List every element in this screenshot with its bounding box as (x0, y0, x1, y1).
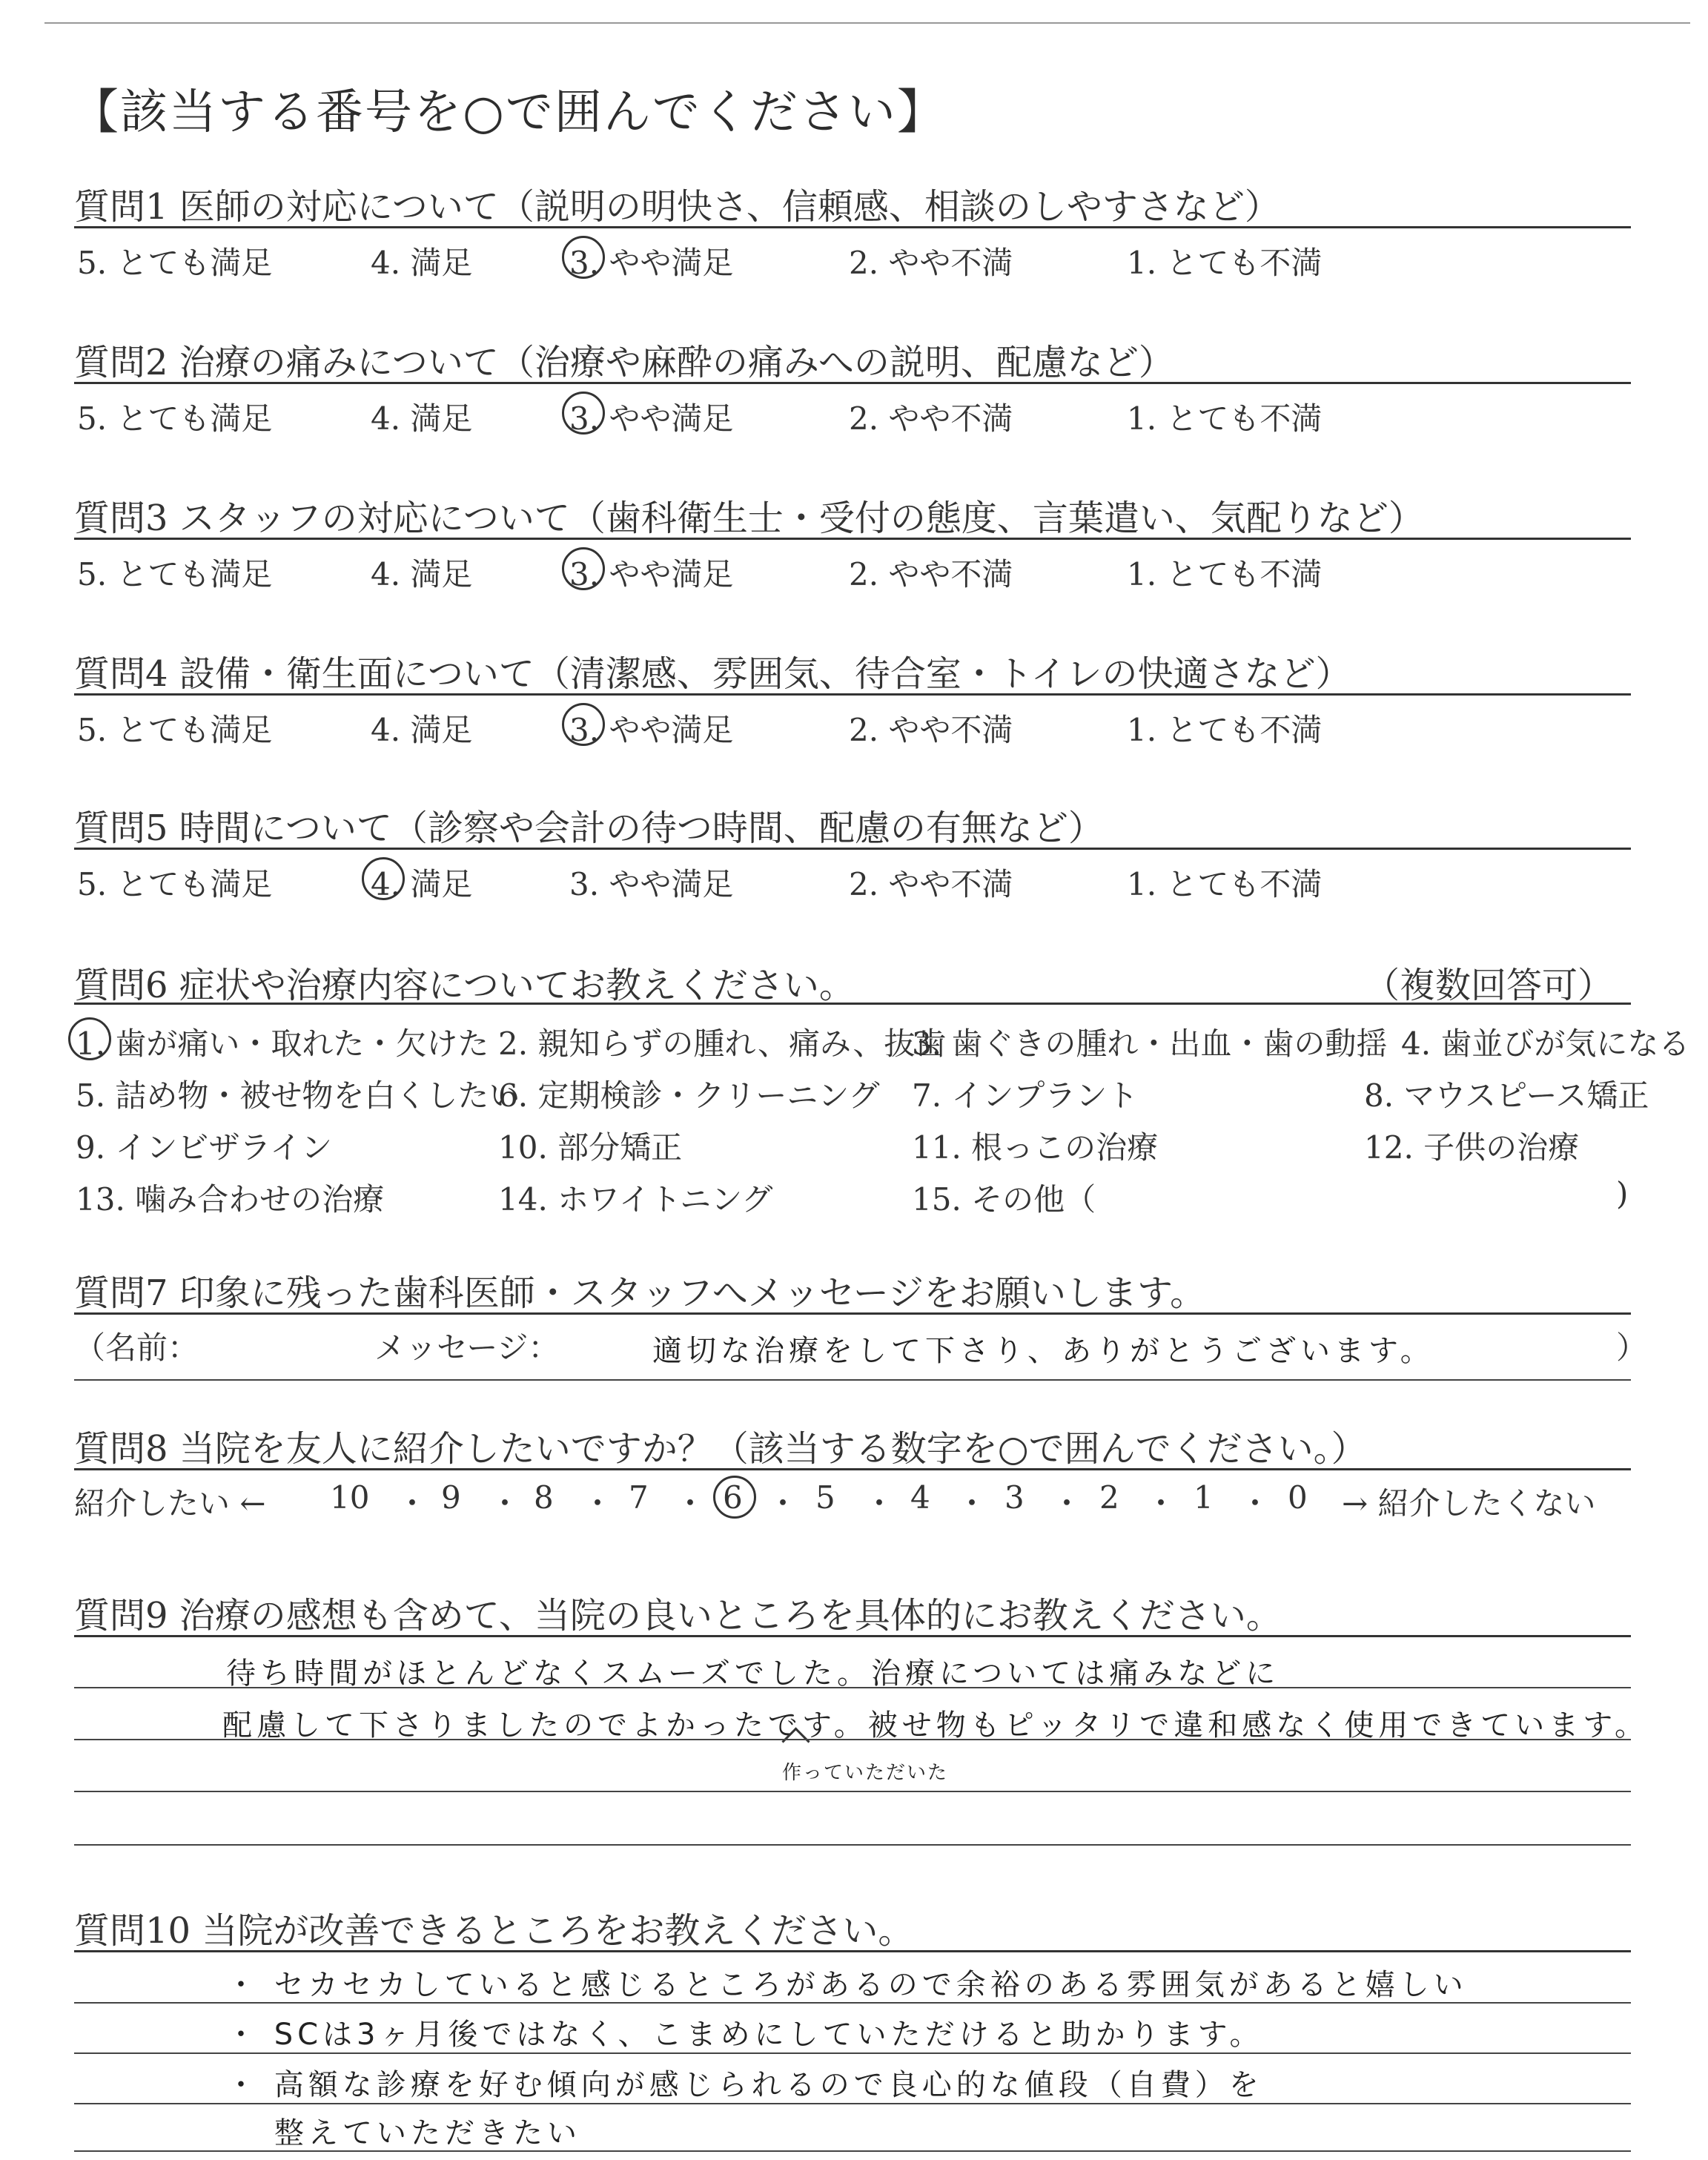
q6-item-6[interactable]: 6. 定期検診・クリーニング (498, 1077, 880, 1114)
q3-option-3[interactable]: 3. やや満足 (569, 556, 734, 592)
q6-title: 質問6 症状や治療内容についてお教えください。 (74, 965, 855, 1006)
q10-answer-line-4[interactable]: 整えていただきたい (274, 2116, 581, 2150)
q7-message-label: メッセージ： (374, 1330, 560, 1366)
q8-dot: ・ (1239, 1485, 1271, 1522)
q8-dot: ・ (582, 1485, 614, 1522)
q7-name-label: （名前： (74, 1330, 199, 1366)
q5-option-1[interactable]: 1. とても不満 (1127, 866, 1323, 902)
q4-title: 質問4 設備・衛生面について（清潔感、雰囲気、待合室・トイレの快適さなど） (74, 653, 1351, 695)
q8-scale-6[interactable]: 6 (723, 1479, 743, 1516)
q1-option-4[interactable]: 4. 満足 (371, 245, 473, 281)
q9-inserted-text: 作っていただいた (782, 1762, 949, 1784)
q9-rule-2 (74, 1739, 1631, 1740)
q6-item-13[interactable]: 13. 噛み合わせの治療 (76, 1181, 385, 1218)
q10-rule-3 (74, 2103, 1631, 2104)
q8-scale-7[interactable]: 7 (629, 1479, 649, 1516)
q8-scale-0[interactable]: 0 (1288, 1479, 1308, 1516)
q6-item-9[interactable]: 9. インビザライン (76, 1129, 333, 1166)
q6-item-14[interactable]: 14. ホワイトニング (498, 1181, 773, 1218)
q10-rule-1 (74, 2002, 1631, 2004)
q6-item-15[interactable]: 15. その他（ (912, 1181, 1096, 1218)
q6-item-2[interactable]: 2. 親知らずの腫れ、痛み、抜歯 (498, 1025, 947, 1062)
q4-option-4[interactable]: 4. 満足 (371, 712, 473, 748)
q3-rule (74, 538, 1631, 540)
q2-option-5[interactable]: 5. とても満足 (77, 400, 273, 437)
q10-rule-4 (74, 2150, 1631, 2152)
q1-option-3[interactable]: 3. やや満足 (569, 245, 734, 281)
q9-answer-line-2[interactable]: 配慮して下さりましたのでよかったです。被せ物もピッタリで違和感なく使用できています。 (222, 1708, 1649, 1743)
q8-dot: ・ (864, 1485, 896, 1522)
q9-rule-1 (74, 1687, 1631, 1688)
q5-title: 質問5 時間について（診察や会計の待つ時間、配慮の有無など） (74, 807, 1104, 849)
q8-dot: ・ (956, 1485, 988, 1522)
q8-scale-5[interactable]: 5 (815, 1479, 835, 1516)
q2-option-3[interactable]: 3. やや満足 (569, 400, 734, 437)
q8-scale-10[interactable]: 10 (330, 1479, 370, 1516)
q6-other-close: ) (1616, 1175, 1629, 1212)
q7-title: 質問7 印象に残った歯科医師・スタッフへメッセージをお願いします。 (74, 1272, 1206, 1314)
q2-rule (74, 382, 1631, 384)
q2-option-2[interactable]: 2. やや不満 (849, 400, 1013, 437)
q8-right-label: → 紹介したくない (1342, 1485, 1596, 1522)
q6-rule (74, 1003, 1631, 1005)
q8-title: 質問8 当院を友人に紹介したいですか？（該当する数字を○で囲んでください。） (74, 1428, 1367, 1470)
q6-item-3[interactable]: 3. 歯ぐきの腫れ・出血・歯の動揺 (912, 1025, 1388, 1062)
q6-item-12[interactable]: 12. 子供の治療 (1364, 1129, 1580, 1166)
q4-option-3[interactable]: 3. やや満足 (569, 712, 734, 748)
q10-rule-2 (74, 2052, 1631, 2054)
q5-option-5[interactable]: 5. とても満足 (77, 866, 273, 902)
q8-dot: ・ (1051, 1485, 1083, 1522)
q8-scale-1[interactable]: 1 (1194, 1479, 1214, 1516)
q8-rule (74, 1468, 1631, 1470)
q4-option-5[interactable]: 5. とても満足 (77, 712, 273, 748)
q6-item-5[interactable]: 5. 詰め物・被せ物を白くしたい (76, 1077, 520, 1114)
q6-selected-circle (68, 1017, 111, 1060)
q6-note: （複数回答可） (1364, 965, 1614, 1006)
q3-option-4[interactable]: 4. 満足 (371, 556, 473, 592)
q5-option-2[interactable]: 2. やや不満 (849, 866, 1013, 902)
q2-option-1[interactable]: 1. とても不満 (1127, 400, 1323, 437)
q8-scale-8[interactable]: 8 (534, 1479, 554, 1516)
q10-answer-line-3[interactable]: ・ 高額な診療を好む傾向が感じられるので良心的な値段（自費）を (226, 2068, 1263, 2102)
q4-option-2[interactable]: 2. やや不満 (849, 712, 1013, 748)
q8-selected-circle (713, 1476, 756, 1519)
q4-option-1[interactable]: 1. とても不満 (1127, 712, 1323, 748)
q1-option-5[interactable]: 5. とても満足 (77, 245, 273, 281)
q6-item-10[interactable]: 10. 部分矯正 (498, 1129, 683, 1166)
q6-item-7[interactable]: 7. インプラント (912, 1077, 1139, 1114)
q3-option-2[interactable]: 2. やや不満 (849, 556, 1013, 592)
q5-rule (74, 848, 1631, 850)
q4-rule (74, 693, 1631, 696)
q9-answer-line-1[interactable]: 待ち時間がほとんどなくスムーズでした。治療については痛みなどに (226, 1657, 1280, 1691)
q3-title: 質問3 スタッフの対応について（歯科衛生士・受付の態度、言葉遣い、気配りなど） (74, 498, 1424, 539)
q8-dot: ・ (489, 1485, 521, 1522)
q3-option-5[interactable]: 5. とても満足 (77, 556, 273, 592)
q6-item-8[interactable]: 8. マウスピース矯正 (1364, 1077, 1649, 1114)
q3-option-1[interactable]: 1. とても不満 (1127, 556, 1323, 592)
q9-title: 質問9 治療の感想も含めて、当院の良いところを具体的にお教えください。 (74, 1595, 1282, 1636)
q8-scale-4[interactable]: 4 (910, 1479, 930, 1516)
q8-dot: ・ (1145, 1485, 1177, 1522)
q10-answer-line-2[interactable]: ・ SCは3ヶ月後ではなく、こまめにしていただけると助かります。 (226, 2018, 1264, 2052)
q8-dot: ・ (397, 1485, 428, 1522)
q3-selected-circle (562, 547, 605, 590)
q9-rule-0 (74, 1635, 1631, 1637)
q7-close-paren: ） (1616, 1330, 1648, 1366)
q5-option-4[interactable]: 4. 満足 (371, 866, 473, 902)
q6-item-4[interactable]: 4. 歯並びが気になる (1401, 1025, 1690, 1062)
q1-rule (74, 226, 1631, 228)
q4-selected-circle (562, 703, 605, 746)
q5-selected-circle (362, 857, 405, 900)
q2-title: 質問2 治療の痛みについて（治療や麻酔の痛みへの説明、配慮など） (74, 342, 1174, 383)
q1-selected-circle (562, 236, 605, 279)
top-border (44, 22, 1690, 24)
q2-option-4[interactable]: 4. 満足 (371, 400, 473, 437)
q2-selected-circle (562, 392, 605, 435)
q1-option-2[interactable]: 2. やや不満 (849, 245, 1013, 281)
q8-scale-3[interactable]: 3 (1004, 1479, 1025, 1516)
q1-title: 質問1 医師の対応について（説明の明快さ、信頼感、相談のしやすさなど） (74, 186, 1280, 228)
q6-item-1[interactable]: 1. 歯が痛い・取れた・欠けた (76, 1025, 489, 1062)
q1-option-1[interactable]: 1. とても不満 (1127, 245, 1323, 281)
page-title: 【該当する番号を○で囲んでください】 (71, 85, 946, 140)
q6-item-11[interactable]: 11. 根っこの治療 (912, 1129, 1159, 1166)
q8-left-label: 紹介したい ← (74, 1485, 266, 1522)
q8-dot: ・ (675, 1485, 706, 1522)
q10-answer-line-1[interactable]: ・ セカセカしていると感じるところがあるので余裕のある雰囲気があると嬉しい (226, 1968, 1468, 2002)
q10-title: 質問10 当院が改善できるところをお教えください。 (74, 1910, 914, 1952)
q9-rule-4 (74, 1844, 1631, 1846)
q9-rule-3 (74, 1791, 1631, 1792)
q10-rule-0 (74, 1950, 1631, 1952)
q7-bottom-rule (74, 1379, 1631, 1381)
q8-dot: ・ (767, 1485, 799, 1522)
q5-option-3[interactable]: 3. やや満足 (569, 866, 734, 902)
q7-rule (74, 1312, 1631, 1315)
q8-scale-2[interactable]: 2 (1099, 1479, 1119, 1516)
q8-scale-9[interactable]: 9 (441, 1479, 461, 1516)
q7-message-text[interactable]: 適切な治療をして下さり、ありがとうございます。 (652, 1334, 1434, 1368)
